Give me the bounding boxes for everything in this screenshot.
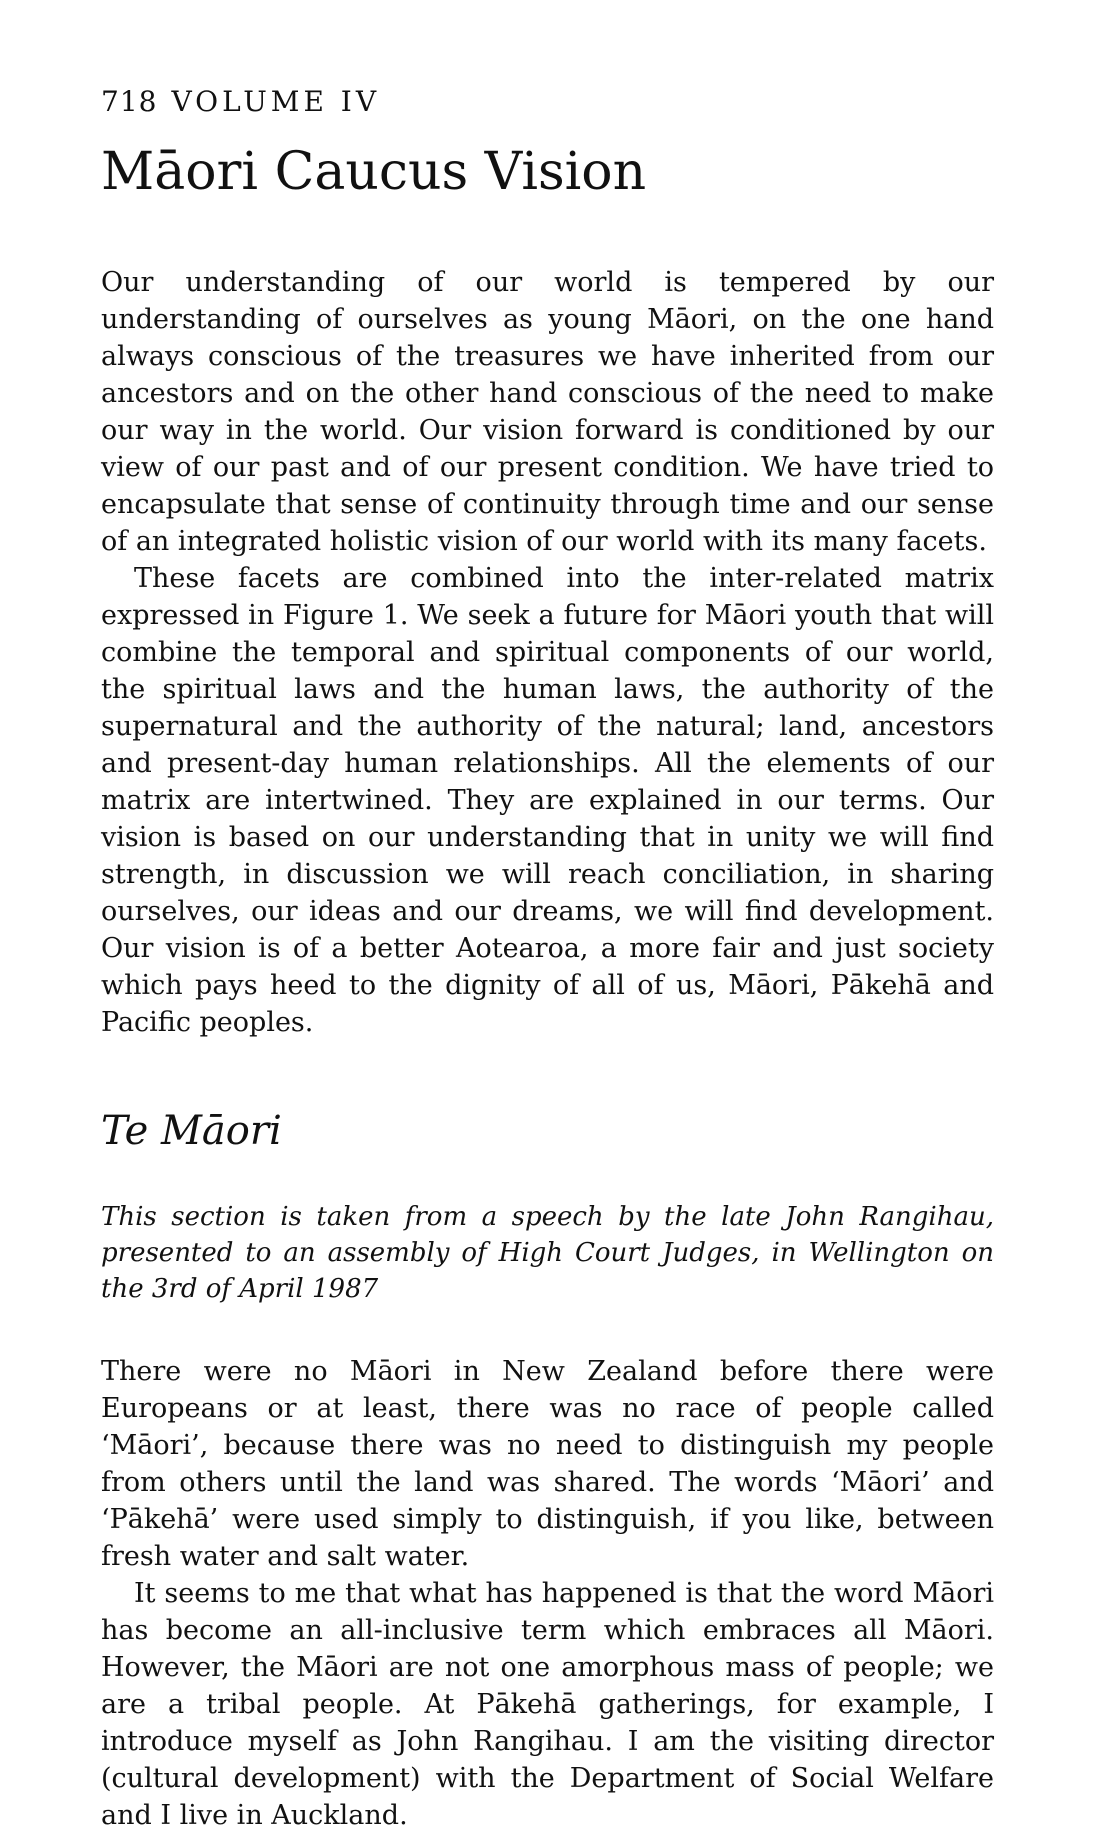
te-maori-section — [101, 1353, 994, 1834]
te-maori-paragraph-2: It seems to me that what has happened is that the word Māori has become an all-inclusive term which embraces all Māori. However, the Māori are not one amorphous mass of people; we are a tribal people. At Pākehā gatherings, for example, I introduce myself as John Rangihau. I am the visiting director (cultural development) with the Department of Social Welfare and I live in Auckland. — [101, 1578, 994, 1832]
page-title: Māori Caucus Vision — [101, 142, 647, 202]
running-head — [101, 85, 994, 118]
vision-paragraph-1: Our understanding of our world is tempered by our understanding of ourselves as young Māori, on the one hand always conscious of the treasures we have inherited from our ancestors and on the other hand conscious of the need to make our way in the world. Our vision forward is conditioned by our view of our past and of our present condition. We have tried to encapsulate that sense of continuity through time and our sense of an integrated holistic vision of our world with its many facets. — [101, 267, 994, 558]
volume-label: VOLUME IV — [171, 85, 381, 118]
page-number: 718 — [101, 85, 158, 118]
source-note: This section is taken from a speech by the late John Rangihau, presented to an assembly of High Court Judges, in Wellington on the 3rd of April 1987 — [101, 1202, 994, 1305]
vision-section — [101, 264, 994, 1041]
te-maori-paragraph-1: There were no Māori in New Zealand before there were Europeans or at least, there was no race of people called ‘Māori’, because there was no need to distinguish my people from others until the land was shared. The words ‘Māori’ and ‘Pākehā’ were used simply to distinguish, if you like, between fresh water and salt water. — [101, 1356, 994, 1573]
vision-paragraph-2: These facets are combined into the inter-related matrix expressed in Figure 1. We seek a future for Māori youth that will combine the temporal and spiritual components of our world, the spiritual laws and the human laws, the authority of the supernatural and the authority of the natural; land, ancestors and present-day human relationships. All the elements of our matrix are intertwined. They are explained in our terms. Our vision is based on our understanding that in unity we will find strength, in discussion we will reach conciliation, in sharing ourselves, our ideas and our dreams, we will find development. Our vision is of a better Aotearoa, a more fair and just society which pays heed to the dignity of all of us, Māori, Pākehā and Pacific peoples. — [101, 563, 994, 1039]
section-heading: Te Māori — [101, 1108, 282, 1155]
book-page — [101, 85, 994, 1834]
